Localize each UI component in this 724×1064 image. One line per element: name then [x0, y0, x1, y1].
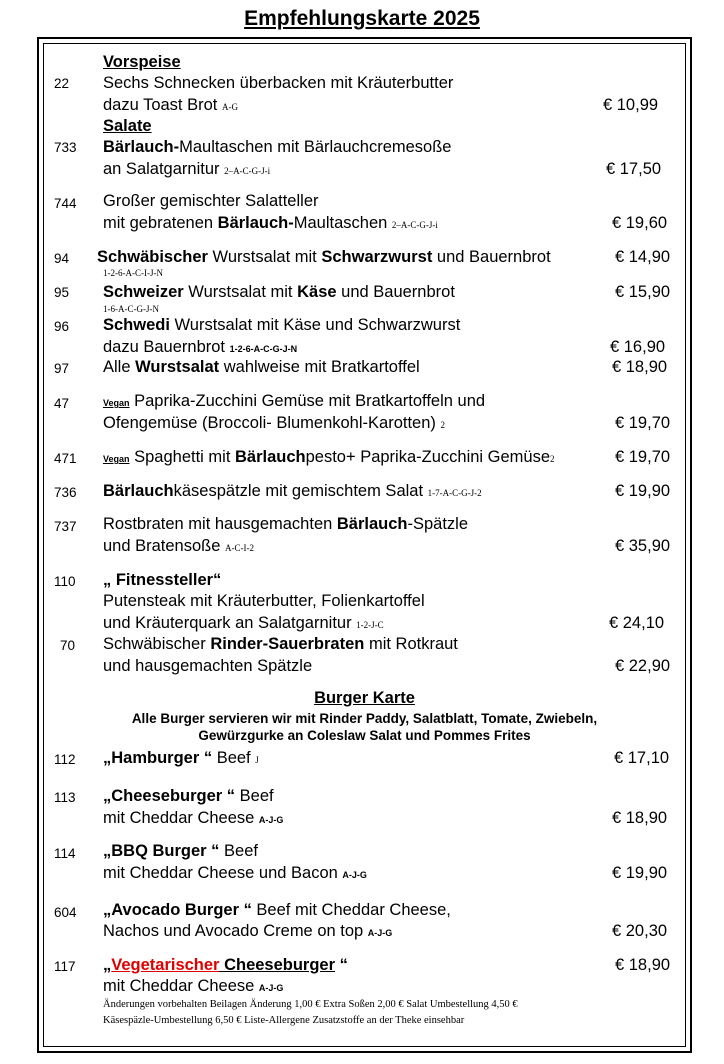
item-price: € 17,10: [614, 749, 670, 767]
item-price: € 16,90: [610, 338, 666, 356]
item-description: Bärlauchkäsespätzle mit gemischtem Salat 1-7-A-C-G-J-2: [103, 482, 482, 500]
item-description: Bärlauch-Maultaschen mit Bärlauchcremesoße: [103, 138, 452, 156]
item-description: an Salatgarnitur 2–A-C-G-J-i: [103, 160, 271, 178]
item-description: Schwäbischer Rinder-Sauerbraten mit Rotkraut: [103, 635, 458, 653]
item-number: 744: [54, 196, 77, 211]
item-description: mit Cheddar Cheese A-J-G: [103, 977, 284, 995]
item-description: „BBQ Burger “ Beef: [103, 842, 258, 860]
footer-note: Änderungen vorbehalten Beilagen Änderung 1,00 € Extra Soßen 2,00 € Salat Umbestellung 4,50 €: [103, 999, 518, 1010]
item-description: Vegan Paprika-Zucchini Gemüse mit Bratkartoffeln und: [103, 392, 486, 410]
item-number: 113: [54, 790, 76, 805]
item-description: Alle Wurstsalat wahlweise mit Bratkartoffel: [103, 358, 420, 376]
item-description: Vegan Spaghetti mit Bärlauchpesto+ Paprika-Zucchini Gemüse2: [103, 448, 555, 466]
item-number: 117: [54, 959, 76, 974]
allergen-codes: A-G: [221, 102, 238, 112]
item-price: € 19,90: [615, 482, 671, 500]
item-price: € 14,90: [615, 248, 671, 266]
item-number: 110: [54, 574, 76, 589]
item-number: 114: [54, 846, 76, 861]
burger-intro: Gewürzgurke an Coleslaw Salat und Pommes Frites: [198, 728, 531, 743]
vegetarian-highlight: Vegetarischer: [111, 956, 220, 974]
item-number: 737: [54, 519, 77, 534]
item-number: 95: [54, 285, 70, 300]
item-price: € 35,90: [615, 537, 671, 555]
item-number: 94: [54, 251, 70, 266]
footer-note: Käsespäzle-Umbestellung 6,50 € Liste-Allergene Zusatzstoffe an der Theke einsehbar: [103, 1015, 465, 1026]
item-description: dazu Bauernbrot 1-2-6-A-C-G-J-N: [103, 338, 298, 356]
item-price: € 19,60: [612, 214, 668, 232]
section-heading-vorspeise: Vorspeise: [103, 53, 181, 71]
item-number: 97: [54, 361, 70, 376]
item-description: Ofengemüse (Broccoli- Blumenkohl-Karotten) 2: [103, 414, 445, 432]
item-description: und hausgemachten Spätzle: [103, 657, 313, 675]
item-description: „Avocado Burger “ Beef mit Cheddar Cheese,: [103, 901, 451, 919]
page-title: Empfehlungskarte 2025: [244, 7, 480, 30]
item-price: € 24,10: [609, 614, 665, 632]
item-description: dazu Toast Brot A-G: [103, 96, 238, 114]
vegan-label: Vegan: [103, 398, 130, 408]
item-number: 736: [54, 485, 77, 500]
item-description: Schwäbischer Wurstsalat mit Schwarzwurst und Bauernbrot: [97, 248, 551, 266]
item-description: Nachos und Avocado Creme on top A-J-G: [103, 922, 393, 940]
item-number: 471: [54, 451, 77, 466]
item-number: 733: [54, 140, 77, 155]
burger-intro: Alle Burger servieren wir mit Rinder Paddy, Salatblatt, Tomate, Zwiebeln,: [131, 711, 598, 726]
section-heading-salate: Salate: [103, 117, 152, 135]
item-description: „Cheeseburger “ Beef: [103, 787, 274, 805]
item-description: mit Cheddar Cheese A-J-G: [103, 809, 284, 827]
item-price: € 19,90: [612, 864, 668, 882]
item-number: 22: [54, 76, 70, 91]
item-price: € 18,90: [612, 358, 668, 376]
item-price: € 10,99: [603, 96, 659, 114]
item-description: mit Cheddar Cheese und Bacon A-J-G: [103, 864, 367, 882]
item-price: € 18,90: [612, 809, 668, 827]
item-number: 112: [54, 752, 76, 767]
item-description: Großer gemischter Salatteller: [103, 192, 319, 210]
item-description: mit gebratenen Bärlauch-Maultaschen 2–A-C-G-J-i: [103, 214, 438, 232]
item-number: 96: [54, 319, 70, 334]
item-description: Schwedi Wurstsalat mit Käse und Schwarzwurst: [103, 316, 461, 334]
item-name: „ Fitnessteller“: [103, 571, 222, 589]
item-price: € 15,90: [615, 283, 671, 301]
item-description: „Vegetarischer Cheeseburger “: [103, 956, 348, 974]
item-price: € 19,70: [615, 448, 671, 466]
item-price: € 22,90: [615, 657, 671, 675]
item-price: € 19,70: [615, 414, 671, 432]
item-description: Schweizer Wurstsalat mit Käse und Bauernbrot: [103, 283, 455, 301]
vegan-label: Vegan: [103, 454, 130, 464]
item-description: und Bratensoße A-C-I-2: [103, 537, 255, 555]
item-description: und Kräuterquark an Salatgarnitur 1-2-J-C: [103, 614, 384, 632]
section-heading-burger: Burger Karte: [314, 689, 415, 707]
item-price: € 20,30: [612, 922, 668, 940]
item-number: 47: [54, 396, 70, 411]
item-description: Rostbraten mit hausgemachten Bärlauch-Spätzle: [103, 515, 469, 533]
item-number: 604: [54, 905, 77, 920]
allergen-codes: 1-6-A-C-G-J-N: [103, 304, 159, 314]
allergen-codes: 1-2-6-A-C-I-J-N: [103, 268, 163, 278]
item-price: € 18,90: [615, 956, 671, 974]
item-number: 70: [60, 638, 76, 653]
item-price: € 17,50: [606, 160, 662, 178]
item-description: Putensteak mit Kräuterbutter, Folienkartoffel: [103, 592, 425, 610]
item-description: „Hamburger “ Beef J: [103, 749, 259, 767]
item-description: Sechs Schnecken überbacken mit Kräuterbutter: [103, 74, 454, 92]
